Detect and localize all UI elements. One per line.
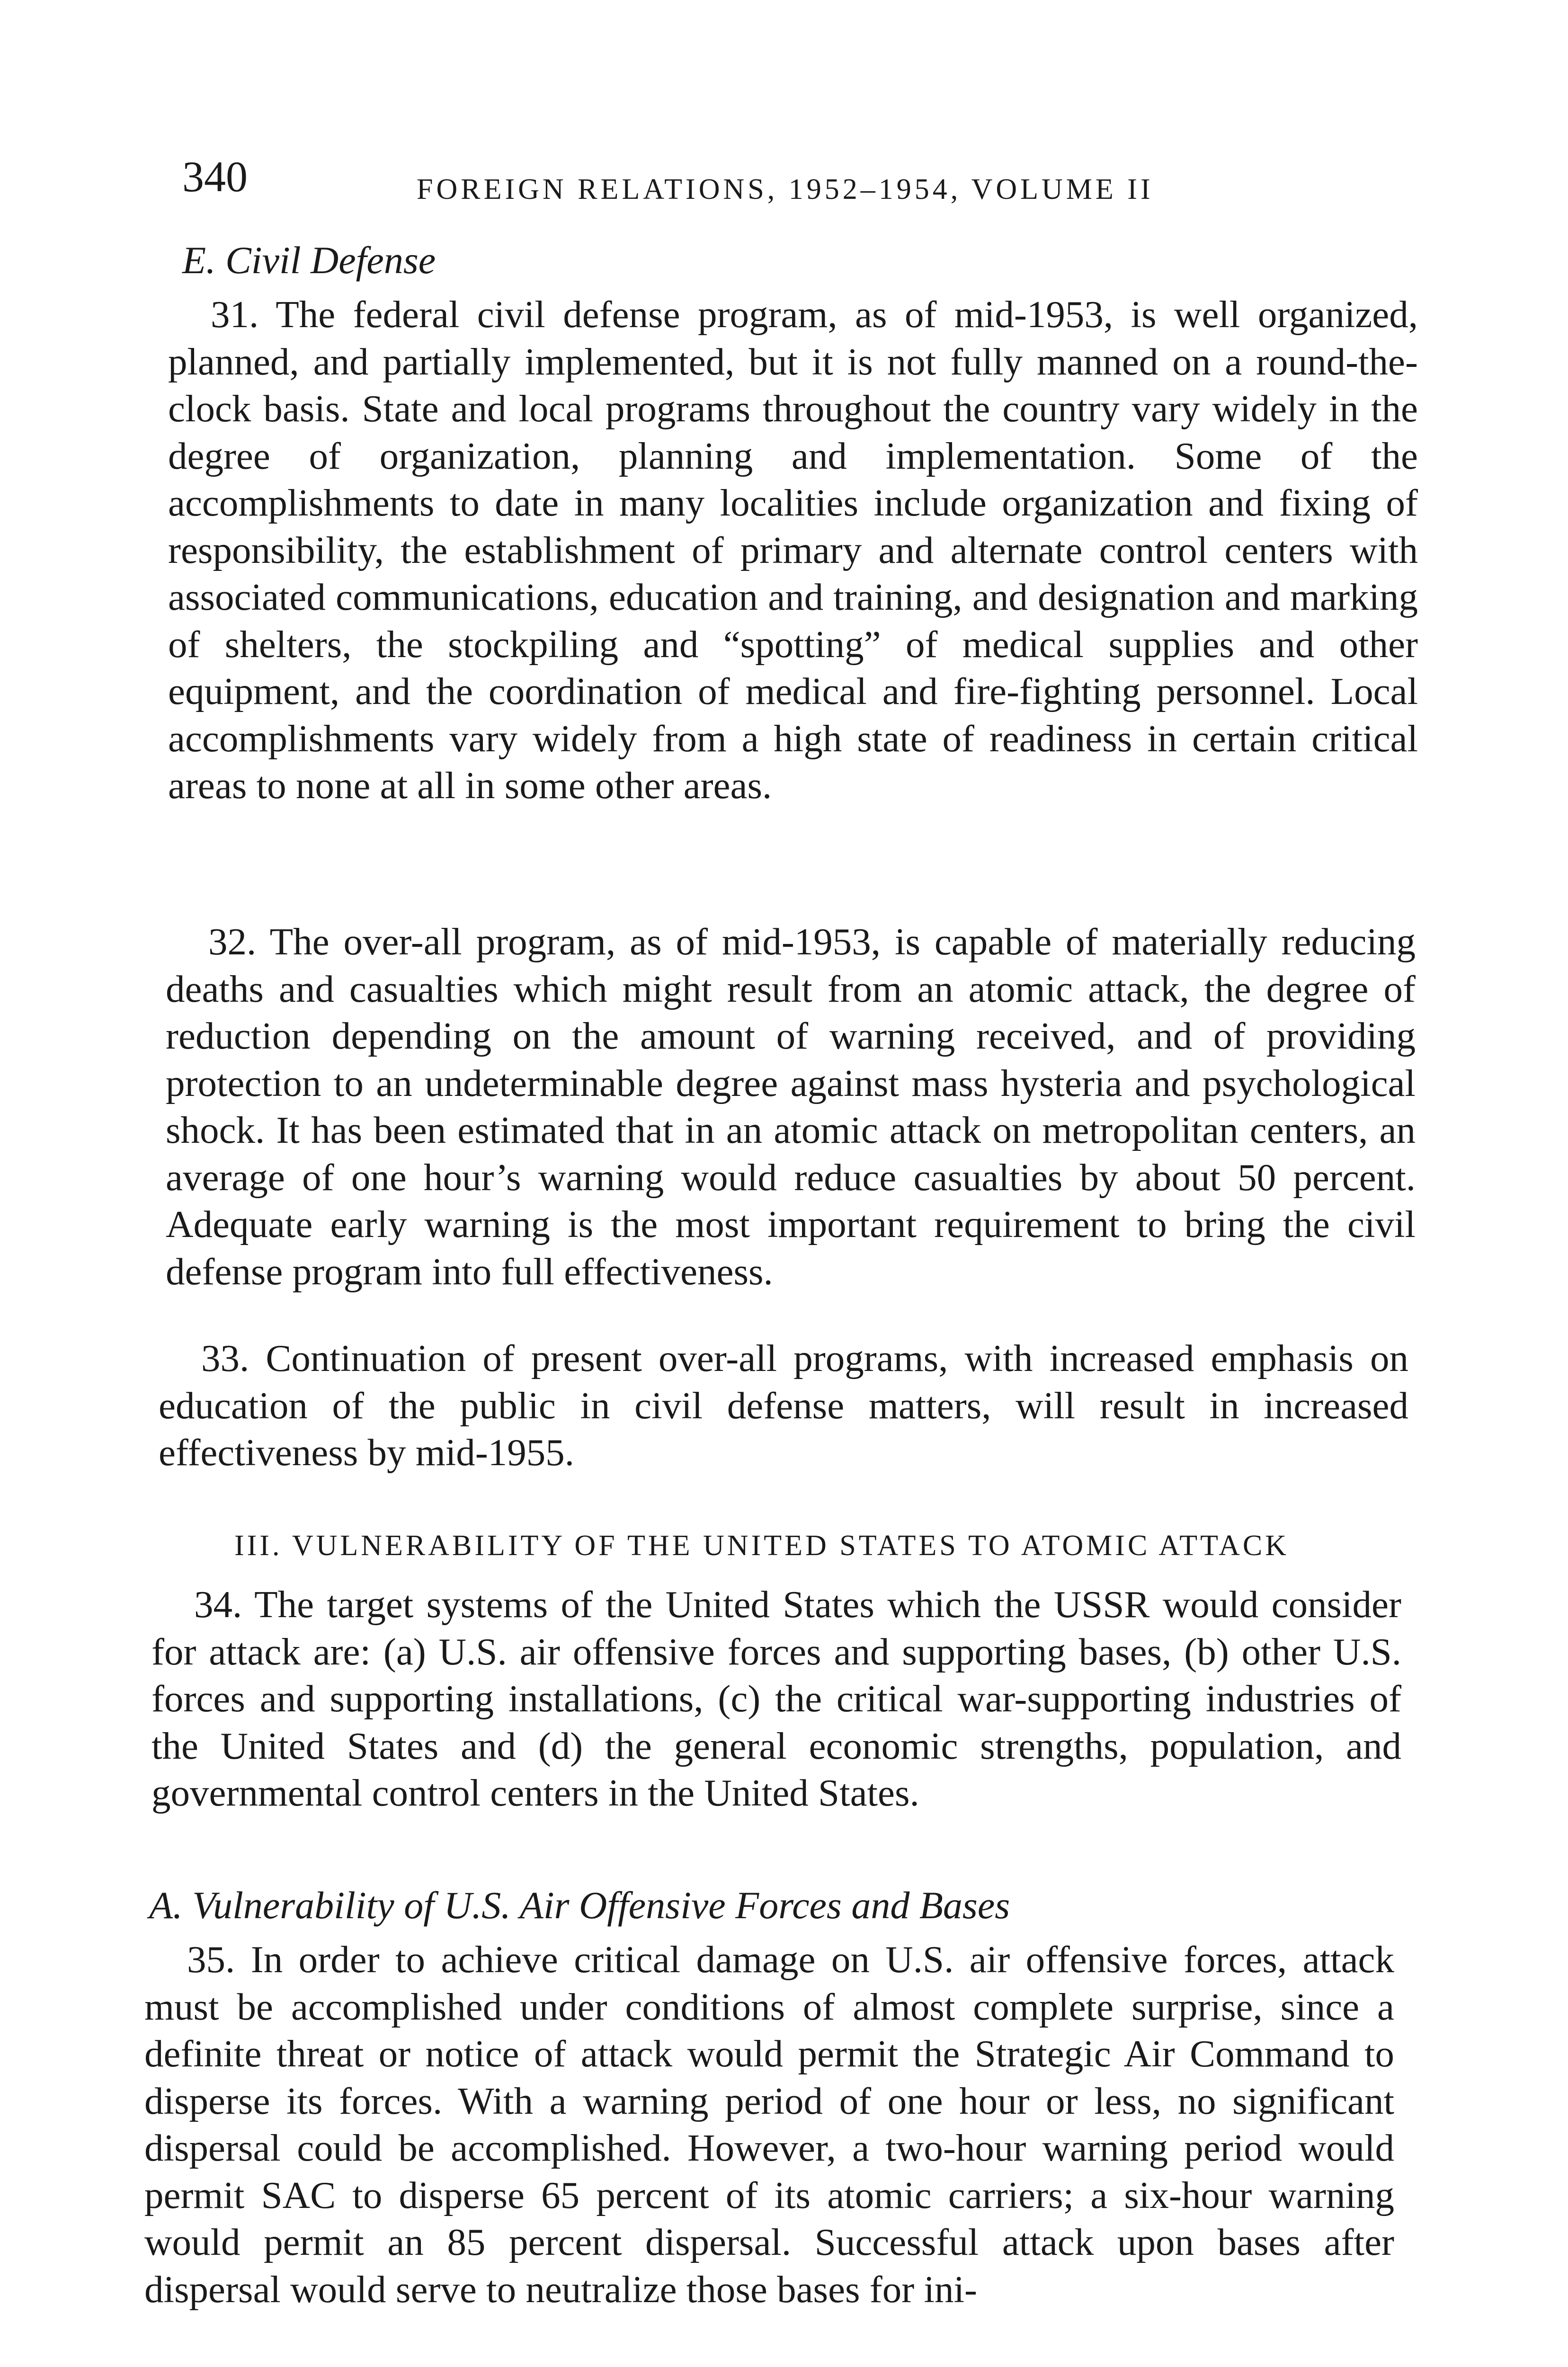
paragraph-number: 32. [208,920,257,963]
page-header [163,151,1432,217]
paragraph-number: 31. [211,293,259,336]
section-heading-civil-defense: E. Civil Defense [182,239,436,282]
part-heading-vulnerability: III. VULNERABILITY OF THE UNITED STATES TO ATOMIC ATTACK [234,1530,1289,1562]
paragraph-number: 35. [187,1938,235,1981]
paragraph-number: 34. [194,1583,242,1626]
paragraph-text: In order to achieve critical damage on U.S. air offensive forces, attack must be accomplished under conditions of almost complete surprise, since a definite threat or notice of attack would permit the Strategic Air Command to disperse its forces. With a warning period of one hour or less, no significant dispersal could be accomplished. However, a two-hour warning period would permit SAC to disperse 65 percent of its atomic carriers; a six-hour warning would permit an 85 percent dispersal. Successful attack upon bases after dispersal would serve to neutralize those bases for ini- [144,1938,1394,2311]
paragraph-text: The target systems of the United States which the USSR would consider for attack are: (a) U.S. air offensive forces and supporting bases, (b) other U.S. forces and supporting installations, (c) the critical war-supporting industries of the United States and (d) the general economic strengths, population, and governmental control centers in the United States. [151,1583,1401,1814]
paragraph-text: The over-all program, as of mid-1953, is capable of materially reducing deaths and casualties which might result from an atomic attack, the degree of reduction depending on the amount of warning received, and of providing protection to an undeterminable degree against mass hysteria and psychological shock. It has been estimated that in an atomic attack on metropolitan centers, an average of one hour’s warning would reduce casualties by about 50 percent. Adequate early warning is the most important requirement to bring the civil defense program into full effectiveness. [166,920,1416,1293]
paragraph-34 [151,1581,1401,1817]
page-number: 340 [182,152,248,201]
paragraph-number: 33. [201,1337,249,1379]
section-heading-air-offensive: A. Vulnerability of U.S. Air Offensive Forces and Bases [149,1884,1010,1927]
paragraph-33 [159,1335,1408,1477]
running-head: FOREIGN RELATIONS, 1952–1954, VOLUME II [417,173,1154,205]
paragraph-text: The federal civil defense program, as of mid-1953, is well organized, planned, and partially implemented, but it is not fully manned on a round-the-clock basis. State and local programs throughout the country vary widely in the degree of organization, planning and implementation. Some of the accomplishments to date in many localities include organization and fixing of responsibility, the establishment of primary and alternate control centers with associated communications, education and training, and designation and marking of shelters, the stockpiling and “spotting” of medical supplies and other equipment, and the coordination of medical and fire-fighting personnel. Local accomplishments vary widely from a high state of readiness in certain critical areas to none at all in some other areas. [168,293,1418,807]
paragraph-32 [166,918,1416,1295]
paragraph-35 [144,1936,1394,2313]
paragraph-31 [168,291,1418,810]
paragraph-text: Continuation of present over-all programs, with increased emphasis on education of the public in civil defense matters, will result in increased effectiveness by mid-1955. [159,1337,1408,1474]
